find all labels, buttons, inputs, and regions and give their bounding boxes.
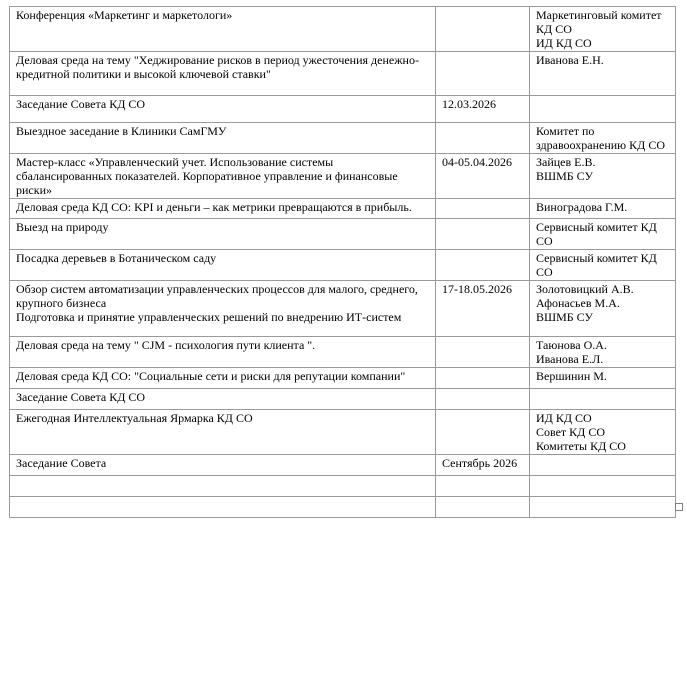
responsible-cell [530, 154, 676, 199]
event-line: Подготовка и принятие управленческих решений по внедрению ИТ-систем [16, 310, 402, 324]
responsible-line: Комитет по [536, 124, 595, 138]
date-cell: 04-05.04.2026 [436, 154, 530, 199]
event-cell: Деловая среда КД СО: "Социальные сети и риски для репутации компании" [10, 368, 436, 389]
date-cell [436, 389, 530, 410]
table-row [10, 52, 676, 96]
event-cell: Посадка деревьев в Ботаническом саду [10, 250, 436, 281]
responsible-cell [530, 96, 676, 123]
responsible-line: здравоохранению КД СО [536, 138, 665, 152]
event-cell: Заседание Совета [10, 455, 436, 476]
table-row [10, 410, 676, 455]
responsible-line: Виноградова Г.М. [536, 200, 628, 214]
responsible-cell [530, 389, 676, 410]
event-cell [10, 476, 436, 497]
date-cell [436, 123, 530, 154]
table-row [10, 476, 676, 497]
responsible-cell [530, 337, 676, 368]
responsible-line: ИД КД СО [536, 36, 592, 50]
responsible-cell [530, 281, 676, 337]
table-row [10, 389, 676, 410]
event-cell: Выезд на природу [10, 219, 436, 250]
table-row [10, 337, 676, 368]
responsible-line: Комитеты КД СО [536, 439, 626, 453]
events-table [9, 6, 676, 518]
table-resize-handle[interactable] [675, 503, 683, 511]
event-cell: Деловая среда КД СО: KPI и деньги – как метрики превращаются в прибыль. [10, 199, 436, 219]
responsible-cell [530, 7, 676, 52]
responsible-cell [530, 219, 676, 250]
table-row [10, 219, 676, 250]
responsible-line: Зайцев Е.В. [536, 155, 596, 169]
date-cell [436, 410, 530, 455]
responsible-cell [530, 250, 676, 281]
table-row [10, 368, 676, 389]
event-cell: Деловая среда на тему " CJM - психология пути клиента ". [10, 337, 436, 368]
responsible-cell [530, 368, 676, 389]
event-cell: Выездное заседание в Клиники СамГМУ [10, 123, 436, 154]
event-cell: Мастер-класс «Управленческий учет. Использование системы сбалансированных показателей. Корпоративное управление и финансовые риски» [10, 154, 436, 199]
event-cell: Конференция «Маркетинг и маркетологи» [10, 7, 436, 52]
event-line: Обзор систем автоматизации управленческих процессов для малого, среднего, крупного бизнеса [16, 282, 418, 310]
responsible-cell [530, 199, 676, 219]
responsible-line: ВШМБ СУ [536, 310, 594, 324]
table-row [10, 199, 676, 219]
date-cell [436, 250, 530, 281]
responsible-line: КД СО [536, 22, 572, 36]
table-row [10, 96, 676, 123]
date-cell [436, 337, 530, 368]
date-cell [436, 497, 530, 518]
date-cell [436, 368, 530, 389]
event-cell [10, 497, 436, 518]
responsible-line: Золотовицкий А.В. [536, 282, 634, 296]
event-cell: Деловая среда на тему "Хеджирование рисков в период ужесточения денежно-кредитной политики и высокой ключевой ставки" [10, 52, 436, 96]
date-cell [436, 52, 530, 96]
date-cell [436, 476, 530, 497]
table-row [10, 154, 676, 199]
responsible-cell [530, 497, 676, 518]
responsible-line: СО [536, 265, 553, 279]
table-row [10, 7, 676, 52]
event-cell [10, 281, 436, 337]
responsible-line: ИД КД СО [536, 411, 592, 425]
table-row [10, 455, 676, 476]
responsible-line: СО [536, 234, 553, 248]
date-cell [436, 219, 530, 250]
event-cell: Заседание Совета КД СО [10, 389, 436, 410]
event-cell: Заседание Совета КД СО [10, 96, 436, 123]
responsible-line: Маркетинговый комитет [536, 8, 662, 22]
date-cell: 17-18.05.2026 [436, 281, 530, 337]
table-row [10, 250, 676, 281]
responsible-line: Совет КД СО [536, 425, 606, 439]
responsible-cell [530, 52, 676, 96]
date-cell: Сентябрь 2026 [436, 455, 530, 476]
responsible-line: Иванова Е.Л. [536, 352, 604, 366]
responsible-cell [530, 476, 676, 497]
responsible-line: Таюнова О.А. [536, 338, 607, 352]
date-cell [436, 199, 530, 219]
responsible-line: Афонасьев М.А. [536, 296, 620, 310]
responsible-cell [530, 123, 676, 154]
table-row [10, 281, 676, 337]
table-row [10, 497, 676, 518]
responsible-line: Сервисный комитет КД [536, 251, 657, 265]
responsible-cell [530, 455, 676, 476]
responsible-line: Вершинин М. [536, 369, 607, 383]
responsible-line: ВШМБ СУ [536, 169, 594, 183]
responsible-line: Иванова Е.Н. [536, 53, 604, 67]
date-cell [436, 7, 530, 52]
event-cell: Ежегодная Интеллектуальная Ярмарка КД СО [10, 410, 436, 455]
responsible-line: Сервисный комитет КД [536, 220, 657, 234]
date-cell: 12.03.2026 [436, 96, 530, 123]
table-row [10, 123, 676, 154]
responsible-cell [530, 410, 676, 455]
